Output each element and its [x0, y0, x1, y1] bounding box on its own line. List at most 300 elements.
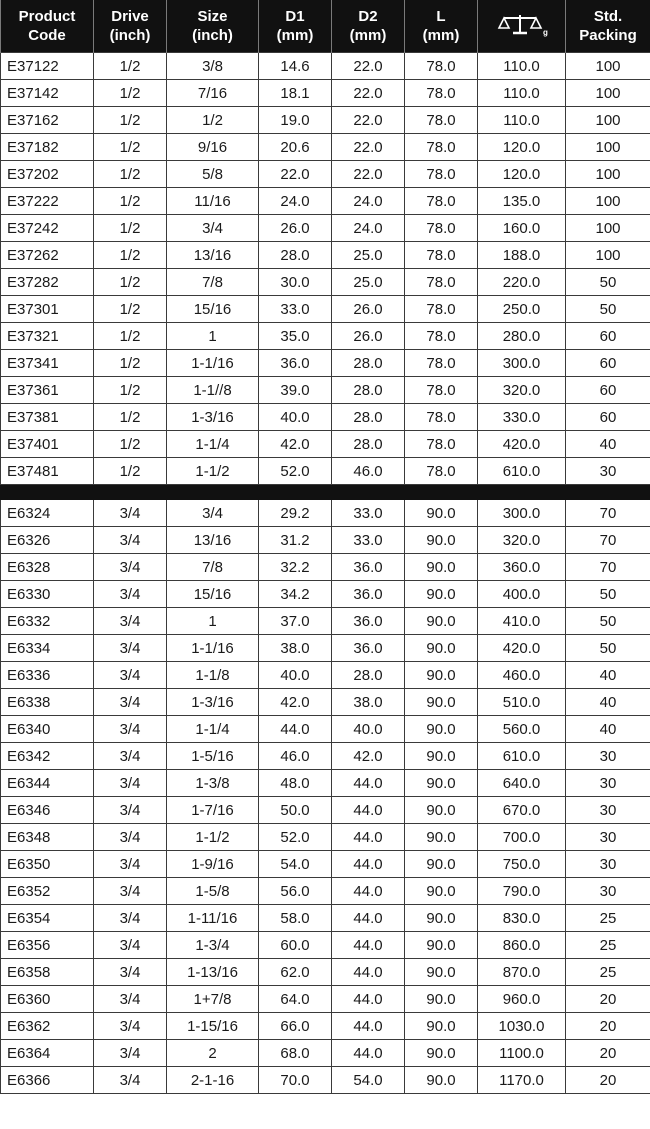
table-row: [1, 851, 650, 878]
cell-l: 90.0: [405, 743, 478, 770]
cell-l: 90.0: [405, 959, 478, 986]
cell-d2: 44.0: [332, 878, 405, 905]
header-product-code: [1, 0, 94, 53]
cell-code: E37282: [1, 269, 94, 296]
cell-weight: 280.0: [478, 323, 566, 350]
cell-size: 1: [167, 608, 259, 635]
cell-weight: 110.0: [478, 53, 566, 80]
cell-d1: 48.0: [259, 770, 332, 797]
cell-drive: 3/4: [94, 581, 167, 608]
cell-d1: 39.0: [259, 377, 332, 404]
cell-drive: 3/4: [94, 959, 167, 986]
cell-l: 90.0: [405, 581, 478, 608]
cell-weight: 510.0: [478, 689, 566, 716]
cell-d1: 29.2: [259, 500, 332, 527]
cell-drive: 1/2: [94, 188, 167, 215]
cell-d1: 38.0: [259, 635, 332, 662]
cell-d1: 24.0: [259, 188, 332, 215]
header-std-packing: [566, 0, 650, 53]
cell-l: 90.0: [405, 716, 478, 743]
cell-d2: 24.0: [332, 188, 405, 215]
cell-packing: 100: [566, 80, 650, 107]
cell-d1: 40.0: [259, 662, 332, 689]
cell-packing: 60: [566, 404, 650, 431]
header-drive-line1: Drive: [111, 8, 149, 25]
cell-code: E6362: [1, 1013, 94, 1040]
cell-packing: 20: [566, 1013, 650, 1040]
cell-weight: 220.0: [478, 269, 566, 296]
header-d1: [259, 0, 332, 53]
header-std-packing-line1: Std.: [593, 8, 623, 25]
table-body: [1, 53, 650, 1094]
cell-weight: 1100.0: [478, 1040, 566, 1067]
cell-size: 1-1/4: [167, 431, 259, 458]
table-row: [1, 53, 650, 80]
cell-d2: 26.0: [332, 323, 405, 350]
cell-size: 1-1//8: [167, 377, 259, 404]
cell-l: 78.0: [405, 431, 478, 458]
header-size-line1: Size: [197, 8, 228, 25]
cell-d1: 30.0: [259, 269, 332, 296]
cell-drive: 1/2: [94, 404, 167, 431]
header-d1-line1: D1: [285, 8, 305, 25]
cell-l: 78.0: [405, 80, 478, 107]
cell-drive: 3/4: [94, 824, 167, 851]
table-row: [1, 986, 650, 1013]
cell-drive: 3/4: [94, 905, 167, 932]
cell-drive: 3/4: [94, 689, 167, 716]
cell-code: E37182: [1, 134, 94, 161]
cell-d1: 14.6: [259, 53, 332, 80]
cell-size: 2: [167, 1040, 259, 1067]
cell-packing: 40: [566, 662, 650, 689]
header-length: [405, 0, 478, 53]
cell-packing: 50: [566, 608, 650, 635]
balance-scale-icon: [494, 11, 550, 37]
cell-size: 1/2: [167, 107, 259, 134]
table-row: [1, 242, 650, 269]
table-row: [1, 743, 650, 770]
cell-drive: 3/4: [94, 1067, 167, 1094]
cell-d1: 64.0: [259, 986, 332, 1013]
cell-d2: 36.0: [332, 581, 405, 608]
cell-weight: 410.0: [478, 608, 566, 635]
cell-d2: 22.0: [332, 161, 405, 188]
table-row: [1, 1067, 650, 1094]
cell-drive: 1/2: [94, 377, 167, 404]
table-row: [1, 431, 650, 458]
cell-packing: 100: [566, 53, 650, 80]
cell-code: E6356: [1, 932, 94, 959]
cell-code: E37361: [1, 377, 94, 404]
group-separator-bar: [1, 485, 650, 500]
cell-code: E37122: [1, 53, 94, 80]
cell-d2: 24.0: [332, 215, 405, 242]
cell-packing: 100: [566, 242, 650, 269]
header-row: [1, 0, 650, 53]
cell-packing: 40: [566, 716, 650, 743]
cell-drive: 1/2: [94, 458, 167, 485]
cell-d2: 36.0: [332, 635, 405, 662]
cell-l: 90.0: [405, 554, 478, 581]
cell-size: 7/8: [167, 554, 259, 581]
cell-drive: 1/2: [94, 134, 167, 161]
cell-l: 90.0: [405, 905, 478, 932]
cell-l: 90.0: [405, 1013, 478, 1040]
cell-d1: 36.0: [259, 350, 332, 377]
cell-packing: 100: [566, 215, 650, 242]
cell-packing: 60: [566, 323, 650, 350]
cell-size: 1: [167, 323, 259, 350]
cell-code: E6328: [1, 554, 94, 581]
cell-drive: 3/4: [94, 878, 167, 905]
cell-drive: 1/2: [94, 161, 167, 188]
table-row: [1, 662, 650, 689]
cell-d2: 44.0: [332, 770, 405, 797]
header-drive-line2: (inch): [109, 27, 151, 44]
cell-l: 78.0: [405, 215, 478, 242]
cell-drive: 3/4: [94, 716, 167, 743]
cell-d2: 44.0: [332, 932, 405, 959]
cell-weight: 460.0: [478, 662, 566, 689]
cell-code: E6340: [1, 716, 94, 743]
cell-packing: 40: [566, 689, 650, 716]
cell-packing: 100: [566, 107, 650, 134]
cell-size: 1-15/16: [167, 1013, 259, 1040]
table-row: [1, 581, 650, 608]
table-row: [1, 608, 650, 635]
cell-d2: 25.0: [332, 242, 405, 269]
cell-weight: 790.0: [478, 878, 566, 905]
cell-code: E37242: [1, 215, 94, 242]
cell-size: 1-3/8: [167, 770, 259, 797]
cell-weight: 560.0: [478, 716, 566, 743]
cell-l: 90.0: [405, 878, 478, 905]
cell-code: E37142: [1, 80, 94, 107]
cell-drive: 1/2: [94, 431, 167, 458]
header-size: [167, 0, 259, 53]
cell-packing: 25: [566, 959, 650, 986]
cell-packing: 50: [566, 269, 650, 296]
cell-drive: 1/2: [94, 323, 167, 350]
cell-d1: 70.0: [259, 1067, 332, 1094]
cell-weight: 300.0: [478, 500, 566, 527]
header-d2: [332, 0, 405, 53]
cell-d2: 28.0: [332, 377, 405, 404]
cell-code: E6358: [1, 959, 94, 986]
cell-code: E6324: [1, 500, 94, 527]
cell-drive: 1/2: [94, 80, 167, 107]
table-row: [1, 689, 650, 716]
cell-drive: 3/4: [94, 797, 167, 824]
table-row: [1, 797, 650, 824]
cell-code: E6346: [1, 797, 94, 824]
cell-weight: 250.0: [478, 296, 566, 323]
cell-d2: 36.0: [332, 554, 405, 581]
cell-weight: 120.0: [478, 134, 566, 161]
cell-weight: 830.0: [478, 905, 566, 932]
cell-d1: 52.0: [259, 458, 332, 485]
cell-size: 1-5/8: [167, 878, 259, 905]
cell-d2: 22.0: [332, 53, 405, 80]
cell-code: E6350: [1, 851, 94, 878]
cell-d2: 22.0: [332, 80, 405, 107]
cell-l: 90.0: [405, 500, 478, 527]
cell-weight: 160.0: [478, 215, 566, 242]
cell-weight: 1030.0: [478, 1013, 566, 1040]
cell-d1: 37.0: [259, 608, 332, 635]
header-drive: [94, 0, 167, 53]
cell-weight: 860.0: [478, 932, 566, 959]
cell-drive: 3/4: [94, 662, 167, 689]
cell-size: 15/16: [167, 296, 259, 323]
cell-weight: 110.0: [478, 107, 566, 134]
cell-d1: 32.2: [259, 554, 332, 581]
cell-d1: 50.0: [259, 797, 332, 824]
header-d1-line2: (mm): [276, 27, 314, 44]
cell-size: 5/8: [167, 161, 259, 188]
cell-weight: 135.0: [478, 188, 566, 215]
cell-d1: 54.0: [259, 851, 332, 878]
cell-weight: 420.0: [478, 431, 566, 458]
cell-d2: 22.0: [332, 134, 405, 161]
table-row: [1, 188, 650, 215]
cell-size: 11/16: [167, 188, 259, 215]
cell-l: 90.0: [405, 662, 478, 689]
cell-weight: 640.0: [478, 770, 566, 797]
cell-weight: 960.0: [478, 986, 566, 1013]
cell-d1: 19.0: [259, 107, 332, 134]
cell-weight: 700.0: [478, 824, 566, 851]
cell-weight: 870.0: [478, 959, 566, 986]
cell-size: 3/4: [167, 500, 259, 527]
cell-d2: 33.0: [332, 527, 405, 554]
table-row: [1, 527, 650, 554]
table-row: [1, 1013, 650, 1040]
cell-d2: 44.0: [332, 1040, 405, 1067]
header-length-line2: (mm): [422, 27, 460, 44]
cell-drive: 1/2: [94, 53, 167, 80]
cell-d1: 34.2: [259, 581, 332, 608]
table-row: [1, 770, 650, 797]
cell-d2: 28.0: [332, 404, 405, 431]
cell-code: E37262: [1, 242, 94, 269]
cell-d2: 33.0: [332, 500, 405, 527]
cell-size: 1-9/16: [167, 851, 259, 878]
cell-packing: 20: [566, 1040, 650, 1067]
cell-packing: 70: [566, 554, 650, 581]
cell-code: E6360: [1, 986, 94, 1013]
cell-drive: 3/4: [94, 986, 167, 1013]
header-product-code-line1: Product: [18, 8, 76, 25]
cell-size: 1-3/4: [167, 932, 259, 959]
cell-l: 78.0: [405, 107, 478, 134]
cell-d2: 44.0: [332, 1013, 405, 1040]
cell-l: 90.0: [405, 527, 478, 554]
cell-weight: 610.0: [478, 743, 566, 770]
cell-size: 15/16: [167, 581, 259, 608]
cell-l: 78.0: [405, 53, 478, 80]
cell-drive: 1/2: [94, 107, 167, 134]
cell-packing: 25: [566, 905, 650, 932]
cell-code: E6332: [1, 608, 94, 635]
cell-l: 78.0: [405, 134, 478, 161]
cell-weight: 360.0: [478, 554, 566, 581]
weight-unit-subscript: g: [542, 27, 548, 37]
cell-code: E6354: [1, 905, 94, 932]
cell-code: E6342: [1, 743, 94, 770]
cell-drive: 1/2: [94, 296, 167, 323]
table-row: [1, 500, 650, 527]
cell-size: 1-1/2: [167, 458, 259, 485]
cell-drive: 1/2: [94, 350, 167, 377]
cell-weight: 330.0: [478, 404, 566, 431]
cell-l: 78.0: [405, 350, 478, 377]
cell-drive: 1/2: [94, 215, 167, 242]
cell-drive: 1/2: [94, 242, 167, 269]
cell-d2: 28.0: [332, 662, 405, 689]
cell-packing: 60: [566, 377, 650, 404]
cell-l: 78.0: [405, 161, 478, 188]
table-row: [1, 959, 650, 986]
cell-drive: 3/4: [94, 1013, 167, 1040]
cell-code: E37401: [1, 431, 94, 458]
cell-weight: 320.0: [478, 377, 566, 404]
table-row: [1, 905, 650, 932]
cell-d1: 56.0: [259, 878, 332, 905]
cell-packing: 50: [566, 296, 650, 323]
cell-size: 1-1/16: [167, 635, 259, 662]
cell-code: E6366: [1, 1067, 94, 1094]
cell-code: E37202: [1, 161, 94, 188]
table-row: [1, 554, 650, 581]
cell-d1: 28.0: [259, 242, 332, 269]
table-row: [1, 215, 650, 242]
table-row: [1, 80, 650, 107]
cell-d2: 38.0: [332, 689, 405, 716]
cell-drive: 3/4: [94, 635, 167, 662]
cell-weight: 110.0: [478, 80, 566, 107]
cell-packing: 100: [566, 188, 650, 215]
table-row: [1, 134, 650, 161]
cell-weight: 120.0: [478, 161, 566, 188]
cell-packing: 30: [566, 797, 650, 824]
cell-l: 78.0: [405, 242, 478, 269]
cell-packing: 25: [566, 932, 650, 959]
cell-code: E37301: [1, 296, 94, 323]
cell-l: 90.0: [405, 1067, 478, 1094]
cell-packing: 100: [566, 134, 650, 161]
cell-l: 90.0: [405, 986, 478, 1013]
cell-weight: 420.0: [478, 635, 566, 662]
cell-drive: 1/2: [94, 269, 167, 296]
cell-d1: 60.0: [259, 932, 332, 959]
cell-code: E6352: [1, 878, 94, 905]
header-std-packing-line2: Packing: [579, 27, 637, 44]
cell-l: 90.0: [405, 851, 478, 878]
cell-packing: 30: [566, 824, 650, 851]
cell-d2: 25.0: [332, 269, 405, 296]
cell-drive: 3/4: [94, 851, 167, 878]
cell-d1: 22.0: [259, 161, 332, 188]
cell-size: 1-13/16: [167, 959, 259, 986]
cell-code: E37222: [1, 188, 94, 215]
cell-code: E6330: [1, 581, 94, 608]
table-row: [1, 458, 650, 485]
cell-weight: 610.0: [478, 458, 566, 485]
cell-packing: 50: [566, 581, 650, 608]
cell-size: 1+7/8: [167, 986, 259, 1013]
cell-d1: 31.2: [259, 527, 332, 554]
cell-d2: 36.0: [332, 608, 405, 635]
table-row: [1, 878, 650, 905]
cell-drive: 3/4: [94, 743, 167, 770]
cell-weight: 750.0: [478, 851, 566, 878]
cell-d1: 33.0: [259, 296, 332, 323]
header-product-code-line2: Code: [28, 27, 66, 44]
cell-code: E37162: [1, 107, 94, 134]
cell-weight: 400.0: [478, 581, 566, 608]
cell-packing: 30: [566, 458, 650, 485]
cell-d2: 28.0: [332, 350, 405, 377]
cell-d2: 26.0: [332, 296, 405, 323]
cell-drive: 3/4: [94, 1040, 167, 1067]
cell-l: 90.0: [405, 635, 478, 662]
cell-packing: 20: [566, 1067, 650, 1094]
cell-d2: 44.0: [332, 797, 405, 824]
cell-size: 13/16: [167, 242, 259, 269]
cell-weight: 188.0: [478, 242, 566, 269]
cell-code: E6326: [1, 527, 94, 554]
table-row: [1, 932, 650, 959]
cell-drive: 3/4: [94, 527, 167, 554]
cell-l: 78.0: [405, 296, 478, 323]
header-d2-line1: D2: [358, 8, 378, 25]
header-size-line2: (inch): [192, 27, 233, 44]
table-row: [1, 824, 650, 851]
header-d2-line2: (mm): [349, 27, 387, 44]
cell-weight: 320.0: [478, 527, 566, 554]
cell-size: 1-3/16: [167, 404, 259, 431]
cell-d1: 62.0: [259, 959, 332, 986]
cell-code: E37321: [1, 323, 94, 350]
cell-size: 3/8: [167, 53, 259, 80]
cell-packing: 70: [566, 500, 650, 527]
cell-d1: 44.0: [259, 716, 332, 743]
cell-size: 3/4: [167, 215, 259, 242]
table-row: [1, 296, 650, 323]
cell-drive: 3/4: [94, 500, 167, 527]
table-row: [1, 635, 650, 662]
cell-packing: 40: [566, 431, 650, 458]
cell-l: 90.0: [405, 608, 478, 635]
table-row: [1, 161, 650, 188]
cell-weight: 670.0: [478, 797, 566, 824]
cell-code: E6344: [1, 770, 94, 797]
table-row: [1, 107, 650, 134]
cell-l: 78.0: [405, 377, 478, 404]
cell-code: E6348: [1, 824, 94, 851]
cell-d1: 18.1: [259, 80, 332, 107]
cell-d2: 44.0: [332, 959, 405, 986]
cell-d2: 44.0: [332, 905, 405, 932]
cell-packing: 70: [566, 527, 650, 554]
cell-size: 13/16: [167, 527, 259, 554]
cell-d2: 44.0: [332, 824, 405, 851]
cell-d1: 58.0: [259, 905, 332, 932]
cell-d1: 52.0: [259, 824, 332, 851]
table-row: [1, 323, 650, 350]
